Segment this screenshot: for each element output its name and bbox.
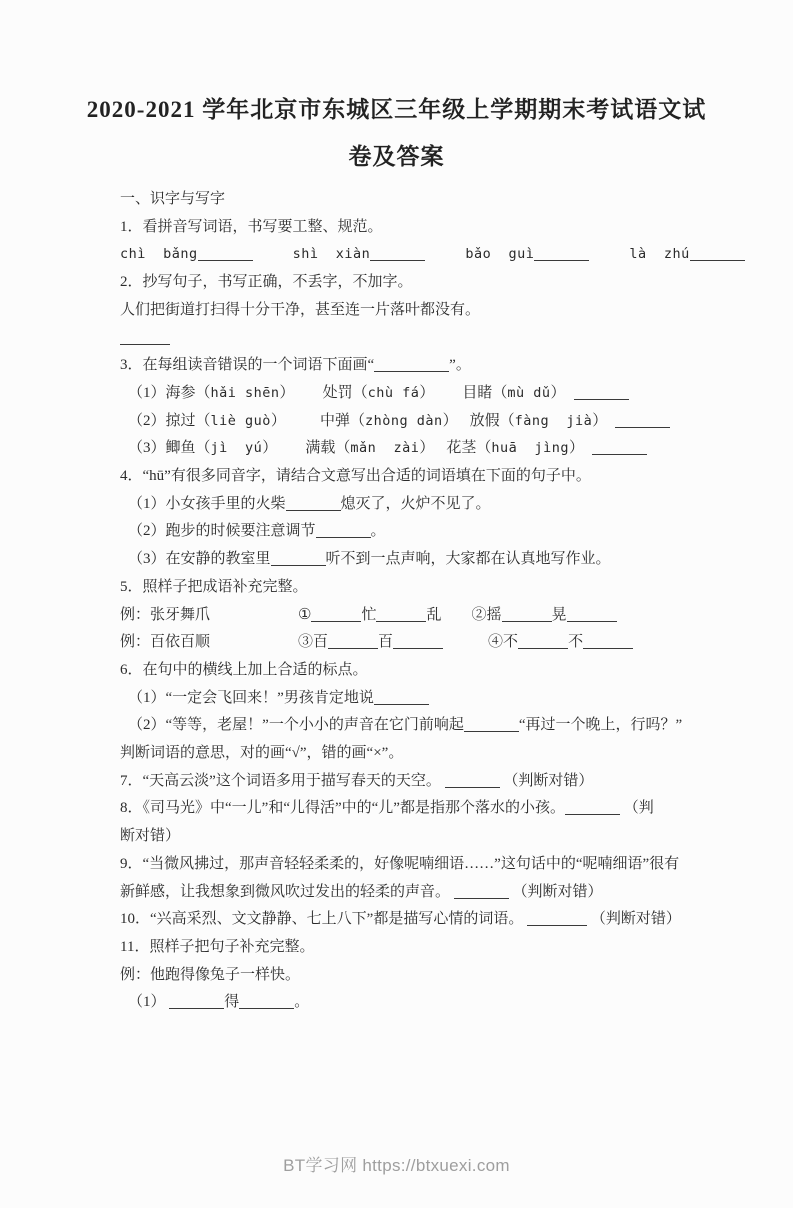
text-run: （2）“等等，老屋！”一个小小的声音在它门前响起 <box>128 717 464 734</box>
document-line <box>120 325 773 353</box>
text-run: 4．“hū”有很多同音字，请结合文意写出合适的词语填在下面的句子中。 <box>120 468 591 485</box>
document-line <box>120 491 773 519</box>
document-line <box>120 657 773 685</box>
pinyin-run: mǎn zài <box>350 440 420 457</box>
text-run: （3）在安静的教室里 <box>128 551 271 568</box>
text-run: 。 <box>370 523 386 540</box>
document-line <box>120 546 773 574</box>
answer-blank <box>271 551 326 566</box>
text-run: ） <box>419 440 435 457</box>
text-run: （判 <box>619 800 654 817</box>
document-line <box>120 906 773 934</box>
document-line <box>120 186 773 214</box>
spacer <box>210 618 298 619</box>
pinyin-run: shì xiàn <box>292 246 371 263</box>
answer-blank <box>518 634 568 649</box>
text-run: 7．“天高云淡”这个词语多用于描写春天的天空。 <box>120 772 445 789</box>
text-run: （1）小女孩手里的火柴 <box>128 495 286 512</box>
text-run: （判断对错） <box>508 883 603 900</box>
text-run: 判断词语的意思，对的画“√”，错的画“×”。 <box>120 745 404 762</box>
answer-blank <box>583 634 633 649</box>
text-run: 中弹（ <box>319 412 365 429</box>
text-run: 3．在每组读音错误的一个词语下面画“ <box>120 357 375 374</box>
answer-blank <box>527 911 587 926</box>
spacer <box>434 396 462 397</box>
document-line <box>120 629 773 657</box>
text-run: ） <box>442 412 458 429</box>
text-run: 断对错） <box>120 828 181 845</box>
answer-blank <box>534 246 589 261</box>
text-run: （1）“一定会飞回来！”男孩肯定地说 <box>128 689 374 706</box>
text-run: 。 <box>294 994 310 1011</box>
text-run: 6．在句中的横线上加上合适的标点。 <box>120 661 368 678</box>
text-run: 例：张牙舞爪 <box>120 606 211 623</box>
pinyin-run: fàng jià <box>514 412 593 429</box>
text-run: ） <box>262 440 278 457</box>
text-run: 例：他跑得像兔子一样快。 <box>120 966 301 983</box>
document-line <box>120 214 773 242</box>
document-line <box>120 934 773 962</box>
spacer <box>286 424 320 425</box>
pinyin-run: liè guò <box>210 412 271 429</box>
answer-blank <box>574 385 629 400</box>
pinyin-run: jì yú <box>210 440 263 457</box>
answer-blank <box>454 884 509 899</box>
text-run: ① <box>298 606 312 623</box>
document-line <box>120 602 773 630</box>
document-line <box>120 768 773 796</box>
document-line <box>120 823 773 851</box>
footer-credit: BT学习网 https://btxuexi.com <box>283 1156 510 1175</box>
pinyin-run: huā jìng <box>491 440 570 457</box>
answer-blank <box>239 994 294 1009</box>
spacer <box>566 396 574 397</box>
text-run: 10．“兴高采烈、文文静静、七上八下”都是描写心情的词语。 <box>120 911 528 928</box>
text-run: ） <box>569 440 585 457</box>
spacer <box>277 451 305 452</box>
answer-blank <box>120 330 170 345</box>
document-line <box>120 435 773 463</box>
pinyin-run: bǎo guì <box>465 246 535 263</box>
spacer <box>425 257 465 258</box>
text-run: ） <box>270 412 286 429</box>
text-run: （1）海参（ <box>128 384 211 401</box>
text-run: ④不 <box>488 634 519 651</box>
answer-blank <box>169 994 224 1009</box>
answer-blank <box>374 690 429 705</box>
text-run: 晃 <box>551 606 567 623</box>
text-run: 人们把街道打扫得十分干净，甚至连一片落叶都没有。 <box>120 301 481 318</box>
text-run: 百 <box>378 634 394 651</box>
text-run: 2．抄写句子，书写正确，不丢字，不加字。 <box>120 274 413 291</box>
answer-blank <box>393 634 443 649</box>
document-line <box>120 685 773 713</box>
spacer <box>584 451 592 452</box>
text-run: 新鲜感，让我想象到微风吹过发出的轻柔的声音。 <box>120 883 454 900</box>
text-run: 例：百依百顺 <box>120 634 211 651</box>
document-line <box>120 574 773 602</box>
answer-blank <box>592 440 647 455</box>
answer-blank <box>502 607 552 622</box>
text-run: 5．照样子把成语补充完整。 <box>120 578 308 595</box>
document-line <box>120 352 773 380</box>
spacer <box>434 451 446 452</box>
text-run: ） <box>419 384 435 401</box>
answer-blank <box>370 246 425 261</box>
text-run: 一、识字与写字 <box>120 191 226 207</box>
document-line <box>120 962 773 990</box>
text-run: （判断对错） <box>499 772 594 789</box>
text-run: 熄灭了，火炉不见了。 <box>340 495 491 512</box>
document-line <box>120 297 773 325</box>
text-run: （3）鲫鱼（ <box>128 440 211 457</box>
text-run: ”。 <box>449 357 471 374</box>
text-run: 放假（ <box>469 412 515 429</box>
document-line <box>120 740 773 768</box>
pinyin-run: mù dǔ <box>507 384 551 401</box>
answer-blank <box>311 607 361 622</box>
answer-blank <box>615 413 670 428</box>
answer-blank <box>376 607 426 622</box>
answer-blank <box>565 800 620 815</box>
text-run: （判断对错） <box>587 911 681 928</box>
answer-blank <box>316 523 371 538</box>
spacer <box>443 645 488 646</box>
text-run: （2）跑步的时候要注意调节 <box>128 523 316 540</box>
pinyin-run: zhòng dàn <box>364 412 443 429</box>
text-run: （2）掠过（ <box>128 412 211 429</box>
text-run: ） <box>592 412 608 429</box>
pinyin-run: chì bǎng <box>120 246 198 263</box>
document-line <box>120 408 773 436</box>
document-line <box>120 879 773 907</box>
text-run: ③百 <box>298 634 329 651</box>
text-run: 不 <box>568 634 584 651</box>
pinyin-run: là zhú <box>629 246 690 263</box>
text-run: 乱 <box>426 606 442 623</box>
document-line <box>120 463 773 491</box>
pinyin-run: hǎi shēn <box>210 384 280 401</box>
spacer <box>253 257 293 258</box>
text-run: 听不到一点声响，大家都在认真地写作业。 <box>325 551 611 568</box>
answer-blank <box>374 357 449 372</box>
document-line <box>120 712 773 740</box>
text-run: 11．照样子把句子补充完整。 <box>120 938 315 955</box>
spacer <box>607 424 615 425</box>
spacer <box>458 424 470 425</box>
spacer <box>210 645 298 646</box>
document-line <box>120 851 773 879</box>
answer-blank <box>286 496 341 511</box>
spacer <box>442 618 472 619</box>
text-run: 1．看拼音写词语，书写要工整、规范。 <box>120 218 383 235</box>
document-line <box>120 241 773 269</box>
text-run: 处罚（ <box>322 384 368 401</box>
document-line <box>120 989 773 1017</box>
text-run: 9．“当微风拂过，那声音轻轻柔柔的，好像呢喃细语……”这句话中的“呢喃细语”很有 <box>120 855 680 872</box>
answer-blank <box>328 634 378 649</box>
spacer <box>295 396 323 397</box>
document-body <box>0 186 793 1017</box>
answer-blank <box>567 607 617 622</box>
answer-blank <box>445 773 500 788</box>
document-line <box>120 795 773 823</box>
text-run: “再过一个晚上，行吗？” <box>518 717 683 734</box>
answer-blank <box>464 717 519 732</box>
text-run: 忙 <box>361 606 377 623</box>
text-run: ②摇 <box>471 606 502 623</box>
page-title-line-1: 2020-2021 学年北京市东城区三年级上学期期末考试语文试 <box>86 97 707 122</box>
text-run: 目睹（ <box>462 384 508 401</box>
text-run: ） <box>279 384 295 401</box>
text-run: 8．《司马光》中“一儿”和“儿得活”中的“儿”都是指那个落水的小孩。 <box>120 800 565 817</box>
document-line <box>120 518 773 546</box>
document-line <box>120 269 773 297</box>
document-line <box>120 380 773 408</box>
text-run: 得 <box>224 994 240 1011</box>
spacer <box>589 257 629 258</box>
page-title-line-2: 卷及答案 <box>348 144 445 169</box>
text-run: 满载（ <box>305 440 351 457</box>
text-run: 花茎（ <box>446 440 492 457</box>
text-run: ） <box>550 384 566 401</box>
answer-blank <box>690 246 745 261</box>
answer-blank <box>198 246 253 261</box>
page-title <box>0 86 793 180</box>
pinyin-run: chù fá <box>367 384 420 401</box>
text-run: （1） <box>128 994 170 1011</box>
